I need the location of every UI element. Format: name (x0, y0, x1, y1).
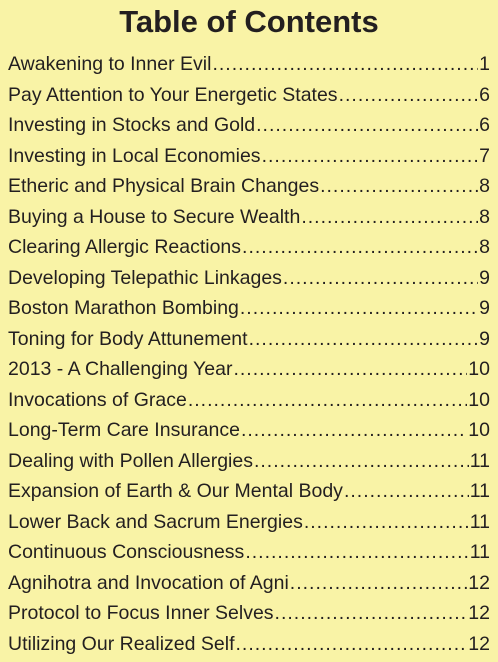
toc-entry-title: Expansion of Earth & Our Mental Body (8, 480, 343, 502)
toc-dot-leader (320, 171, 478, 202)
toc-page-number: 9 (479, 297, 490, 319)
toc-page-number: 12 (468, 632, 490, 655)
toc-entry-title: Buying a House to Secure Wealth (8, 205, 301, 228)
toc-page-number: 7 (479, 144, 490, 167)
toc-entry (8, 415, 490, 446)
toc-page-number: 10 (468, 419, 490, 441)
toc-list (8, 49, 490, 659)
toc-dot-leader (262, 141, 479, 172)
toc-entry-title: Protocol to Focus Inner Selves (8, 602, 274, 624)
toc-entry (8, 324, 490, 355)
toc-dot-leader (212, 49, 478, 80)
toc-entry-title: Investing in Local Economies (8, 144, 261, 167)
toc-dot-leader (249, 324, 479, 355)
toc-page-number: 1 (479, 53, 490, 75)
toc-entry-title: Awakening to Inner Evil (8, 53, 212, 75)
toc-dot-leader (240, 293, 478, 324)
toc-dot-leader (245, 537, 468, 568)
toc-page-number: 8 (479, 236, 490, 258)
toc-entry (8, 232, 490, 263)
page-title: Table of Contents (119, 4, 379, 39)
toc-entry-title: Toning for Body Attunement (8, 327, 248, 350)
toc-dot-leader (233, 354, 467, 385)
toc-page-number: 9 (479, 266, 490, 289)
toc-dot-leader (283, 263, 478, 294)
toc-dot-leader (256, 110, 478, 141)
toc-dot-leader (241, 415, 467, 446)
toc-page-number: 10 (468, 358, 490, 380)
toc-entry (8, 171, 490, 202)
toc-entry-title: Dealing with Pollen Allergies (8, 449, 253, 472)
toc-entry (8, 202, 490, 233)
toc-page-number: 11 (469, 541, 490, 563)
toc-page-number: 12 (468, 602, 490, 624)
toc-entry-title: Developing Telepathic Linkages (8, 266, 282, 289)
toc-dot-leader (301, 202, 478, 233)
toc-entry (8, 537, 490, 568)
toc-entry-title: Long-Term Care Insurance (8, 419, 240, 441)
toc-entry (8, 110, 490, 141)
toc-entry (8, 141, 490, 172)
toc-entry (8, 80, 490, 111)
toc-entry (8, 446, 490, 477)
toc-page-number: 8 (479, 175, 490, 197)
toc-entry-title: Invocations of Grace (8, 388, 187, 411)
toc-dot-leader (188, 385, 467, 416)
toc-page-number: 11 (469, 449, 490, 472)
toc-entry (8, 293, 490, 324)
toc-entry (8, 568, 490, 599)
toc-entry (8, 49, 490, 80)
toc-page-number: 6 (479, 114, 490, 136)
toc-page-number: 11 (469, 510, 490, 533)
toc-page-number: 10 (468, 388, 490, 411)
toc-dot-leader (290, 568, 468, 599)
toc-entry (8, 476, 490, 507)
toc-page-number: 9 (479, 327, 490, 350)
toc-entry (8, 507, 490, 538)
toc-dot-leader (236, 629, 468, 660)
toc-entry (8, 629, 490, 660)
toc-entry-title: Continuous Consciousness (8, 541, 245, 563)
toc-entry-title: Lower Back and Sacrum Energies (8, 510, 303, 533)
toc-dot-leader (304, 507, 469, 538)
toc-entry-title: 2013 - A Challenging Year (8, 358, 233, 380)
toc-entry (8, 263, 490, 294)
toc-dot-leader (242, 232, 478, 263)
toc-dot-leader (339, 80, 479, 111)
toc-entry-title: Boston Marathon Bombing (8, 297, 239, 319)
toc-dot-leader (275, 598, 468, 629)
toc-entry-title: Investing in Stocks and Gold (8, 114, 256, 136)
toc-entry-title: Etheric and Physical Brain Changes (8, 175, 320, 197)
toc-dot-leader (344, 476, 469, 507)
toc-page-number: 6 (479, 83, 490, 106)
toc-page-number: 12 (468, 571, 490, 594)
toc-entry-title: Clearing Allergic Reactions (8, 236, 242, 258)
toc-entry (8, 385, 490, 416)
toc-page-number: 11 (469, 480, 490, 502)
toc-entry (8, 598, 490, 629)
toc-entry (8, 354, 490, 385)
toc-page-number: 8 (479, 205, 490, 228)
toc-entry-title: Utilizing Our Realized Self (8, 632, 235, 655)
toc-entry-title: Pay Attention to Your Energetic States (8, 83, 338, 106)
toc-entry-title: Agnihotra and Invocation of Agni (8, 571, 289, 594)
toc-dot-leader (254, 446, 469, 477)
